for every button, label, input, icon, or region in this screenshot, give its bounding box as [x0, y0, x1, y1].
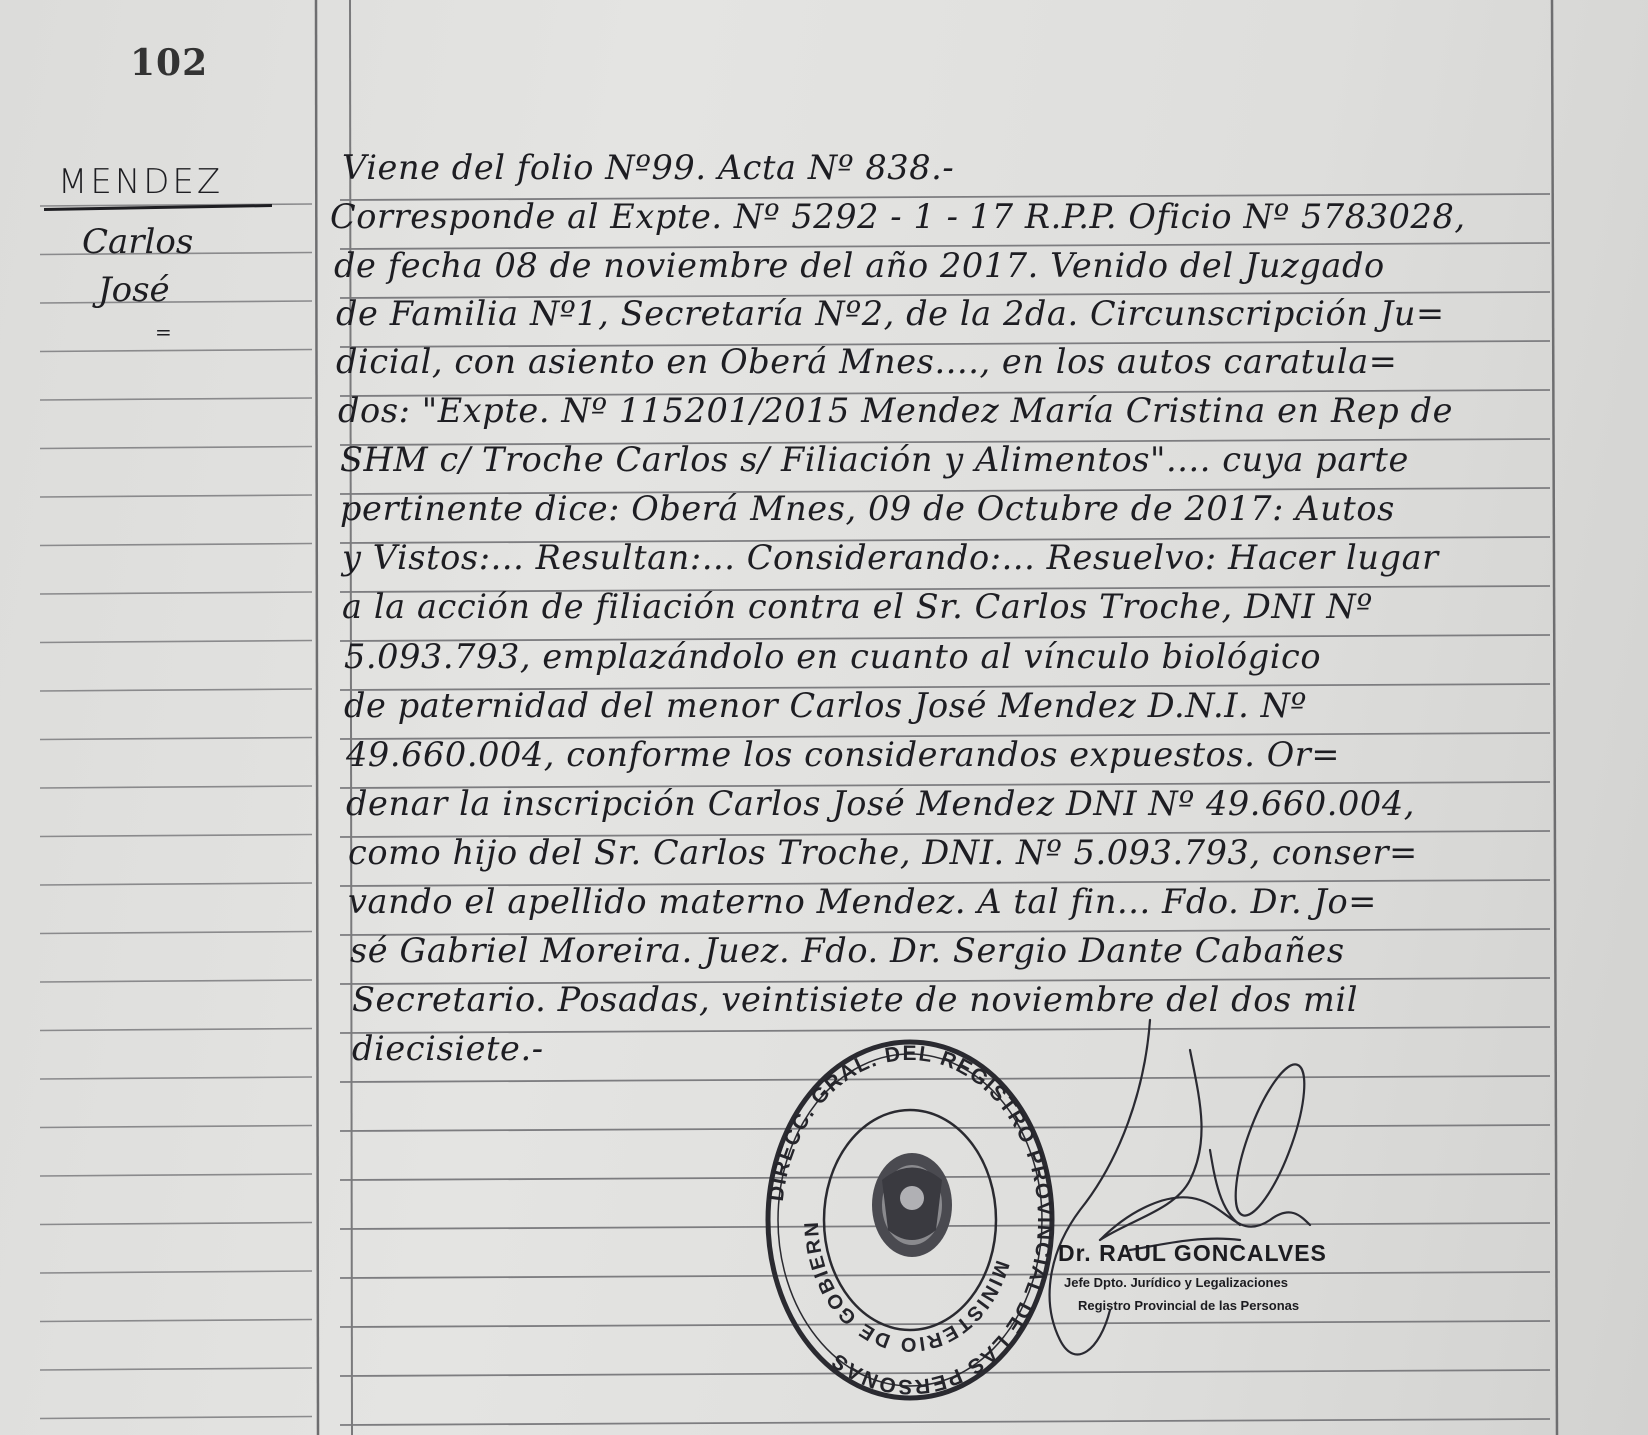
- margin-rule: [40, 592, 312, 594]
- margin-rule: [40, 495, 312, 497]
- entry-line: 49.660.004, conforme los considerandos expuestos. Or=: [346, 735, 1341, 774]
- margin-surname: MENDEZ: [58, 162, 224, 202]
- margin-rule: [40, 1320, 312, 1322]
- margin-rule: [40, 980, 312, 982]
- margin-divider: [316, 0, 318, 1435]
- margin-given-name-1: Carlos: [82, 222, 194, 262]
- margin-rule: [40, 738, 312, 740]
- entry-line: a la acción de filiación contra el Sr. Carlos Troche, DNI Nº: [342, 587, 1373, 626]
- margin-mark: =: [155, 320, 172, 344]
- signatory-stamp: [1058, 1240, 1327, 1313]
- stamp-organization: Registro Provincial de las Personas: [1078, 1298, 1300, 1313]
- margin-rule: [40, 1417, 312, 1419]
- margin-rule: [40, 398, 312, 400]
- entry-line: de fecha 08 de noviembre del año 2017. Venido del Juzgado: [334, 246, 1385, 285]
- entry-line: denar la inscripción Carlos José Mendez DNI Nº 49.660.004,: [346, 784, 1415, 823]
- entry-line: como hijo del Sr. Carlos Troche, DNI. Nº 5.093.793, conser=: [348, 833, 1418, 872]
- entry-line: Corresponde al Expte. Nº 5292 - 1 - 17 R.P.P. Oficio Nº 5783028,: [330, 197, 1466, 236]
- entry-line: dos: "Expte. Nº 115201/2015 Mendez María Cristina en Rep de: [338, 391, 1453, 430]
- margin-rules: [40, 204, 312, 1419]
- entry-line: sé Gabriel Moreira. Juez. Fdo. Dr. Sergio Dante Cabañes: [350, 931, 1345, 970]
- handwritten-signature: [1040, 1010, 1360, 1390]
- margin-rule: [40, 1223, 312, 1225]
- coat-of-arms-icon: [872, 1153, 952, 1257]
- entry-line: dicial, con asiento en Oberá Mnes...., en los autos caratula=: [336, 342, 1398, 381]
- margin-rule: [40, 1271, 312, 1273]
- margin-given-name-2: José: [98, 270, 170, 310]
- seal-inner-text: MINISTERIO DE GOBIERN: [800, 1219, 1014, 1356]
- margin-rule: [40, 1126, 312, 1128]
- margin-rule: [40, 932, 312, 934]
- entry-line: de paternidad del menor Carlos José Mendez D.N.I. Nº: [344, 686, 1307, 725]
- entry-line: y Vistos:... Resultan:... Considerando:... Resuelvo: Hacer lugar: [342, 538, 1439, 577]
- entry-line: pertinente dice: Oberá Mnes, 09 de Octubre de 2017: Autos: [340, 489, 1395, 528]
- margin-rule: [40, 883, 312, 885]
- page-number: 102: [130, 42, 209, 84]
- margin-rule: [40, 641, 312, 643]
- stamp-name: Dr. RAUL GONCALVES: [1058, 1240, 1327, 1266]
- entry-line: SHM c/ Troche Carlos s/ Filiación y Alimentos".... cuya parte: [340, 440, 1409, 479]
- margin-rule: [40, 835, 312, 837]
- margin-rule: [40, 689, 312, 691]
- entry-line: Viene del folio Nº99. Acta Nº 838.-: [342, 148, 955, 187]
- official-seal: [760, 1030, 1060, 1410]
- stamp-title: Jefe Dpto. Jurídico y Legalizaciones: [1064, 1275, 1288, 1290]
- seal-outer-text: DIRECC. GRAL. DEL REGISTRO PROVINCIAL DE LAS PERSONAS: [764, 1041, 1057, 1399]
- margin-rule: [40, 350, 312, 352]
- margin-rule: [40, 786, 312, 788]
- margin-rule: [40, 301, 312, 303]
- entry-line: diecisiete.-: [352, 1029, 544, 1068]
- margin-rule: [40, 1029, 312, 1031]
- entry-line: de Familia Nº1, Secretaría Nº2, de la 2da. Circunscripción Ju=: [336, 294, 1445, 333]
- margin-rule: [40, 447, 312, 449]
- body-rule: [340, 1419, 1550, 1425]
- right-border-line: [1552, 0, 1557, 1435]
- entry-line: vando el apellido materno Mendez. A tal fin... Fdo. Dr. Jo=: [348, 882, 1377, 921]
- margin-rule: [40, 1077, 312, 1079]
- entry-line: 5.093.793, emplazándolo en cuanto al vínculo biológico: [344, 637, 1322, 676]
- margin-rule: [40, 1368, 312, 1370]
- entry-line: Secretario. Posadas, veintisiete de noviembre del dos mil: [352, 980, 1359, 1019]
- margin-rule: [40, 544, 312, 546]
- margin-rule: [40, 1174, 312, 1176]
